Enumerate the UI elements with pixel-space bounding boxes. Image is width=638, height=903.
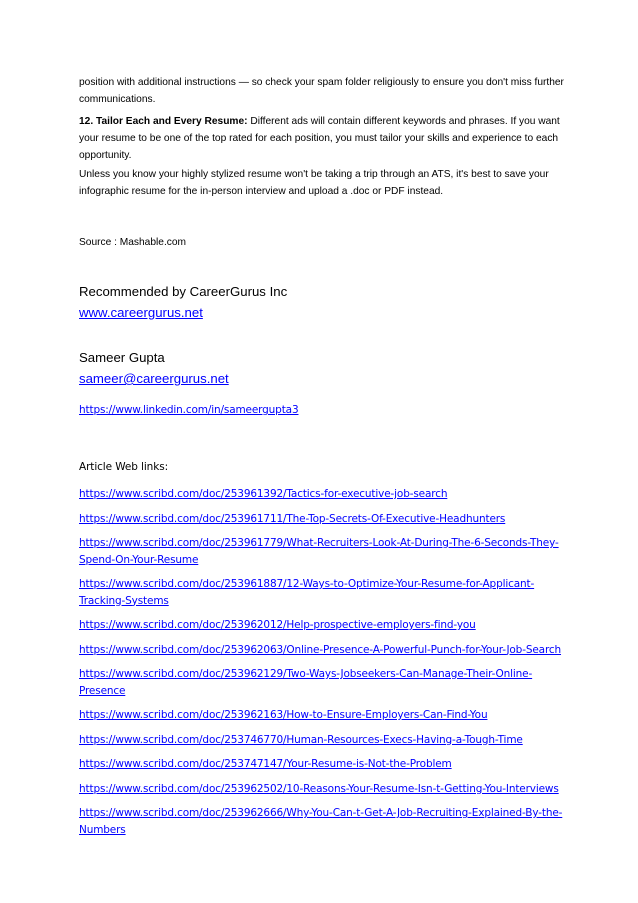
paragraph-tip-12 — [79, 113, 569, 164]
contact-email-wrap — [79, 369, 569, 389]
paragraph-continued — [79, 74, 569, 108]
article-link[interactable]: https://www.scribd.com/doc/253746770/Human-​Resources-​Execs-​Having-​a-​Tough-​Time — [79, 733, 523, 746]
tip-12-body: Different ads will contain different keywords and phrases. If you want your resume to be one of the top rated for each position, you must tailor your skills and experience to each opportunity. — [79, 116, 560, 161]
article-link[interactable]: https://www.scribd.com/doc/253962063/Online-​Presence-​A-​Powerful-​Punch-​for-​Your-​Job-​Search — [79, 643, 562, 656]
article-link[interactable]: https://www.scribd.com/doc/253747147/Your-​Resume-​is-​Not-​the-​Problem — [79, 758, 452, 770]
linkedin-link[interactable]: https://www.linkedin.com/in/sameergupta3 — [79, 404, 299, 416]
paragraph-infographic — [79, 166, 569, 200]
paragraph-2 — [79, 113, 569, 164]
source-line: Source : Mashable.com — [79, 237, 187, 248]
article-link[interactable]: https://www.scribd.com/doc/253962666/Why-​You-​Can-​t-​Get-​A-​Job-​Recruiting-​Explained-​By-​the-​Numbers — [79, 807, 563, 836]
article-links-heading: Article Web links: — [79, 461, 169, 473]
careergurus-link-wrap — [79, 303, 569, 323]
paragraph-1-text: position with additional instructions — so check your spam folder religiously to ensure you don't miss further communications. — [79, 77, 564, 105]
article-link[interactable]: https://www.scribd.com/doc/253962129/Two-​Ways-​Jobseekers-​Can-​Manage-​Their-​Online-​Presence — [79, 668, 533, 697]
article-link[interactable]: https://www.scribd.com/doc/253961779/What-​Recruiters-​Look-​At-​During-​The-​6-​Seconds-​They-​Spend-​On-​Your-​Resume — [79, 537, 559, 566]
tip-12-heading: 12. Tailor Each and Every Resume: — [79, 116, 248, 127]
article-link[interactable]: https://www.scribd.com/doc/253962163/How-​to-​Ensure-​Employers-​Can-​Find-​You — [79, 709, 488, 721]
article-links-list — [79, 486, 565, 838]
recommended-by: Recommended by CareerGurus Inc — [79, 284, 288, 299]
paragraph-3-text: Unless you know your highly stylized resume won't be taking a trip through an ATS, it's best to save your infographic resume for the in-person interview and upload a .doc or PDF instead. — [79, 169, 549, 197]
article-link[interactable]: https://www.scribd.com/doc/253962012/Help-​prospective-​employers-​find-​you — [79, 619, 476, 631]
article-link[interactable]: https://www.scribd.com/doc/253961392/Tactics-​for-​executive-​job-​search — [79, 488, 448, 500]
article-link[interactable]: https://www.scribd.com/doc/253962502/10-​Reasons-​Your-​Resume-​Isn-​t-​Getting-​You-​Interviews — [79, 782, 559, 795]
linkedin-link-wrap — [79, 402, 569, 419]
article-link[interactable]: https://www.scribd.com/doc/253961887/12-​Ways-​to-​Optimize-​Your-​Resume-​for-​Applicant-​Tracking-​Systems — [79, 578, 535, 607]
careergurus-link[interactable]: www.careergurus.net — [79, 305, 203, 320]
contact-email-link[interactable]: sameer@careergurus.net — [79, 371, 229, 386]
contact-name: Sameer Gupta — [79, 350, 165, 365]
article-link[interactable]: https://www.scribd.com/doc/253961711/The-​Top-​Secrets-​Of-​Executive-​Headhunters — [79, 512, 506, 525]
